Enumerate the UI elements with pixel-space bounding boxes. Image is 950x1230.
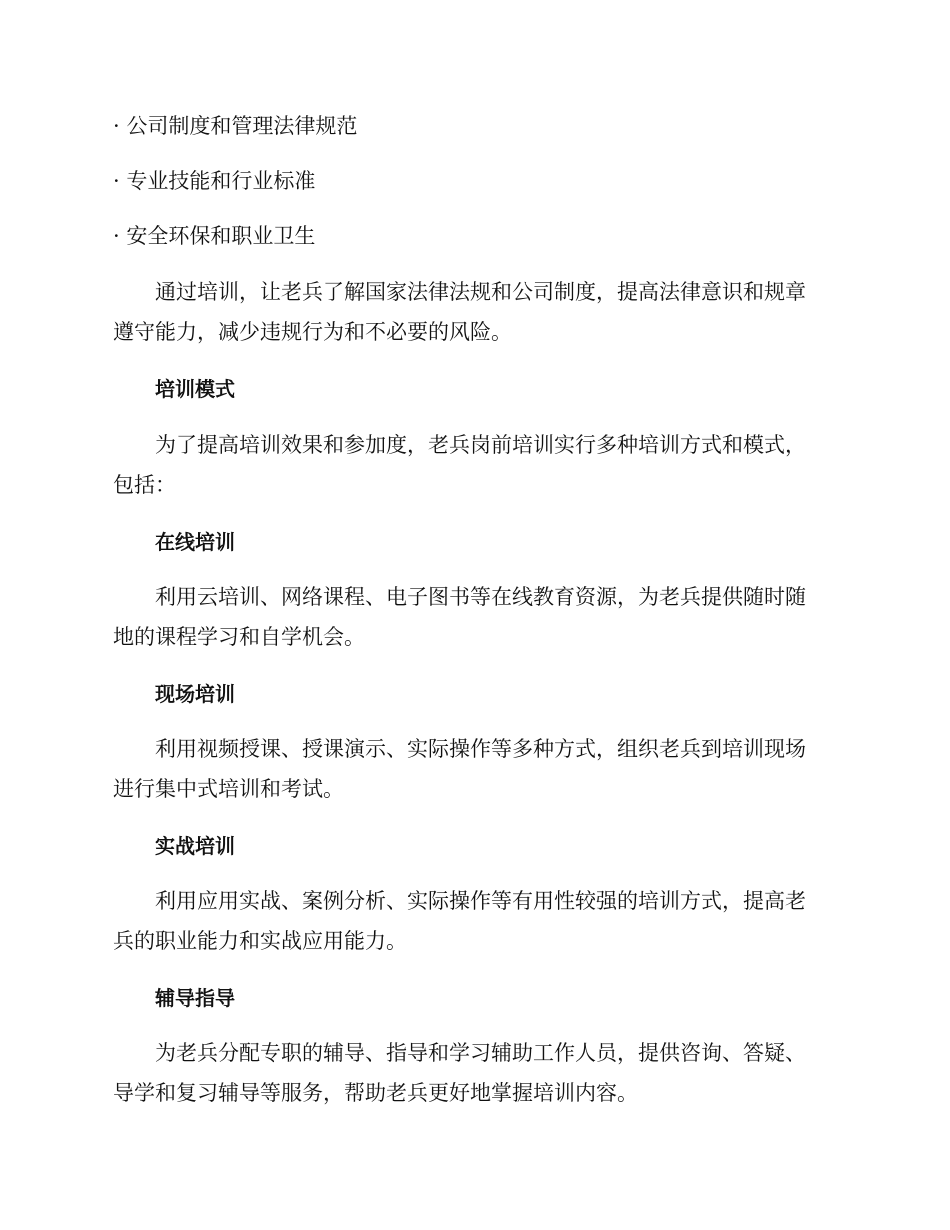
section-heading-online-training: 在线培训 xyxy=(155,530,235,554)
onsite-paragraph-line-1: 利用视频授课、授课演示、实际操作等多种方式，组织老兵到培训现场 xyxy=(155,737,806,761)
section-heading-onsite-training: 现场培训 xyxy=(155,682,235,706)
coaching-paragraph-line-2: 导学和复习辅导等服务，帮助老兵更好地掌握培训内容。 xyxy=(113,1081,638,1105)
training-modes-paragraph-line-1: 为了提高培训效果和参加度，老兵岗前培训实行多种培训方式和模式， xyxy=(155,433,806,457)
bullet-item-2: · 专业技能和行业标准 xyxy=(113,169,316,193)
section-heading-practical-training: 实战培训 xyxy=(155,834,235,858)
section-heading-training-modes: 培训模式 xyxy=(155,377,235,401)
onsite-paragraph-line-2: 进行集中式培训和考试。 xyxy=(113,777,344,801)
bullet-item-1: · 公司制度和管理法律规范 xyxy=(113,114,358,138)
practical-paragraph-line-1: 利用应用实战、案例分析、实际操作等有用性较强的培训方式，提高老 xyxy=(155,889,806,913)
practical-paragraph-line-2: 兵的职业能力和实战应用能力。 xyxy=(113,929,407,953)
training-modes-paragraph-line-2: 包括： xyxy=(113,473,176,497)
online-paragraph-line-1: 利用云培训、网络课程、电子图书等在线教育资源，为老兵提供随时随 xyxy=(155,585,806,609)
section-heading-coaching: 辅导指导 xyxy=(155,986,235,1010)
bullet-item-3: · 安全环保和职业卫生 xyxy=(113,224,316,248)
intro-paragraph-line-1: 通过培训，让老兵了解国家法律法规和公司制度，提高法律意识和规章 xyxy=(155,280,806,304)
online-paragraph-line-2: 地的课程学习和自学机会。 xyxy=(113,625,365,649)
coaching-paragraph-line-1: 为老兵分配专职的辅导、指导和学习辅助工作人员，提供咨询、答疑、 xyxy=(155,1041,806,1065)
intro-paragraph-line-2: 遵守能力，减少违规行为和不必要的风险。 xyxy=(113,320,512,344)
